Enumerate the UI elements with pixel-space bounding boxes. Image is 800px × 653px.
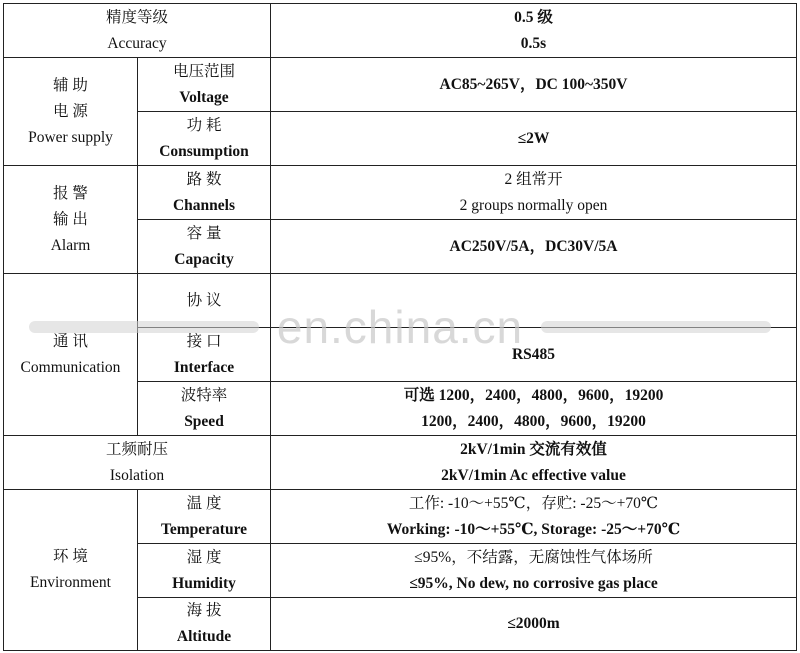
temperature-label-cn: 温 度 <box>186 494 222 512</box>
capacity-value: AC250V/5A，DC30V/5A <box>271 220 797 274</box>
humidity-value-2: ≤95%, No dew, no corrosive gas place <box>409 574 658 592</box>
altitude-label-cell <box>138 598 271 651</box>
communication-label-en: Communication <box>20 358 121 376</box>
communication-label-cn: 通 讯 <box>53 332 88 350</box>
interface-value: RS485 <box>271 328 797 382</box>
speed-value-1: 可选 1200，2400，4800，9600，19200 <box>403 386 664 404</box>
humidity-value-cell <box>271 544 797 598</box>
accuracy-value-cell <box>271 4 797 58</box>
consumption-label-cell <box>138 112 271 166</box>
power-label-cn2: 电 源 <box>53 102 88 120</box>
protocol-label-cn: 协 议 <box>186 291 222 309</box>
altitude-value: ≤2000m <box>271 598 797 651</box>
temperature-value-2: Working: -10～+55℃, Storage: -25～+70℃ <box>386 520 681 538</box>
row-channels <box>4 166 797 220</box>
isolation-value-1: 2kV/1min 交流有效值 <box>460 440 607 458</box>
speed-value-cell <box>271 382 797 436</box>
isolation-value-cell <box>271 436 797 490</box>
environment-label-cn: 环 境 <box>53 548 88 565</box>
power-label-cell <box>4 58 138 166</box>
accuracy-label-en: Accuracy <box>107 34 167 52</box>
channels-value-2: 2 groups normally open <box>459 196 608 214</box>
channels-label-cn: 路 数 <box>186 170 222 188</box>
accuracy-label-cn: 精度等级 <box>106 8 169 26</box>
accuracy-value-1: 0.5 级 <box>514 8 553 26</box>
environment-label-en: Environment <box>30 574 111 591</box>
speed-value-2: 1200，2400，4800，9600，19200 <box>421 412 646 430</box>
channels-label-cell <box>138 166 271 220</box>
communication-label-cell <box>4 274 138 436</box>
environment-label-cell <box>4 490 138 651</box>
row-voltage <box>4 58 797 112</box>
channels-label-en: Channels <box>172 196 236 214</box>
row-isolation <box>4 436 797 490</box>
altitude-label-en: Altitude <box>176 628 232 645</box>
humidity-label-en: Humidity <box>172 574 236 592</box>
humidity-label-cn: 湿 度 <box>186 548 222 566</box>
speed-label-cn: 波特率 <box>180 386 228 404</box>
power-label-cn1: 辅 助 <box>53 76 88 94</box>
protocol-label-cell <box>138 274 271 328</box>
consumption-label-en: Consumption <box>159 142 249 160</box>
isolation-label-en: Isolation <box>109 466 165 484</box>
interface-label-cell <box>138 328 271 382</box>
speed-label-en: Speed <box>184 412 224 430</box>
humidity-value-1: ≤95%，不结露，无腐蚀性气体场所 <box>414 548 653 566</box>
voltage-label-cell <box>138 58 271 112</box>
capacity-label-cn: 容 量 <box>186 224 222 242</box>
temperature-label-cell <box>138 490 271 544</box>
row-temperature <box>4 490 797 544</box>
isolation-label-cell <box>4 436 271 490</box>
channels-value-1: 2 组常开 <box>504 170 563 188</box>
speed-label-cell <box>138 382 271 436</box>
row-protocol <box>4 274 797 328</box>
voltage-label-en: Voltage <box>179 88 229 106</box>
interface-label-cn: 接 口 <box>186 332 222 350</box>
consumption-label-cn: 功 耗 <box>186 116 222 134</box>
voltage-label-cn: 电压范围 <box>173 62 236 80</box>
alarm-label-en: Alarm <box>50 236 91 254</box>
consumption-value: ≤2W <box>271 112 797 166</box>
humidity-label-cell <box>138 544 271 598</box>
protocol-value-cell <box>271 274 797 328</box>
alarm-label-cell <box>4 166 138 274</box>
interface-label-en: Interface <box>173 358 235 376</box>
isolation-value-2: 2kV/1min Ac effective value <box>441 466 626 484</box>
voltage-value: AC85~265V，DC 100~350V <box>271 58 797 112</box>
watermark-text: en.china.cn <box>276 301 524 353</box>
accuracy-value-2: 0.5s <box>520 34 547 52</box>
capacity-label-cell <box>138 220 271 274</box>
alarm-label-cn1: 报 警 <box>53 184 88 202</box>
spec-table <box>3 3 797 651</box>
temperature-label-en: Temperature <box>160 520 248 538</box>
altitude-label-cn: 海 拔 <box>186 602 222 619</box>
accuracy-label-cell <box>4 4 271 58</box>
isolation-label-cn: 工频耐压 <box>106 440 169 458</box>
row-accuracy <box>4 4 797 58</box>
capacity-label-en: Capacity <box>174 250 234 268</box>
temperature-value-cell <box>271 490 797 544</box>
temperature-value-1: 工作: -10～+55℃，存贮: -25～+70℃ <box>408 494 659 512</box>
alarm-label-cn2: 输 出 <box>53 210 88 228</box>
channels-value-cell <box>271 166 797 220</box>
power-label-en: Power supply <box>28 128 113 146</box>
